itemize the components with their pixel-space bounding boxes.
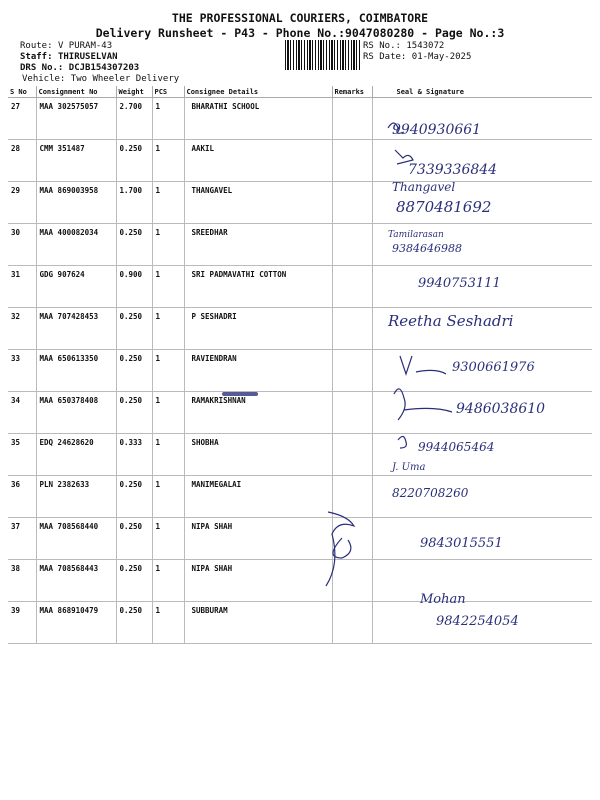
row-consignee: RAMAKRISHNAN — [184, 392, 332, 434]
route-label: Route: — [20, 41, 53, 51]
runsheet-subtitle: Delivery Runsheet - P43 - Phone No.:9047080280 - Page No.:3 — [95, 26, 505, 40]
strike-mark-34 — [222, 392, 258, 396]
signature-36-name: J. Uma — [392, 462, 426, 473]
row-consignee: SHOBHA — [184, 434, 332, 476]
col-header-sno: S No — [8, 86, 36, 98]
row-weight: 1.700 — [116, 182, 152, 224]
row-sno: 35 — [8, 434, 36, 476]
row-consignee: AAKIL — [184, 140, 332, 182]
row-pcs: 1 — [152, 98, 184, 140]
row-consignee: MANIMEGALAI — [184, 476, 332, 518]
rs-no-value: 1543072 — [406, 41, 445, 51]
signature-32: Reetha Seshadri — [388, 312, 514, 330]
row-sno: 37 — [8, 518, 36, 560]
row-consignee: THANGAVEL — [184, 182, 332, 224]
row-pcs: 1 — [152, 182, 184, 224]
row-sno: 30 — [8, 224, 36, 266]
row-pcs: 1 — [152, 602, 184, 644]
row-weight: 0.333 — [116, 434, 152, 476]
row-weight: 0.250 — [116, 392, 152, 434]
signature-36-phone: 8220708260 — [392, 486, 469, 500]
row-pcs: 1 — [152, 518, 184, 560]
row-sno: 38 — [8, 560, 36, 602]
signature-31: 9940753111 — [418, 276, 501, 291]
row-pcs: 1 — [152, 266, 184, 308]
row-consignee: RAVIENDRAN — [184, 350, 332, 392]
row-pcs: 1 — [152, 140, 184, 182]
row-sno: 36 — [8, 476, 36, 518]
row-weight: 0.900 — [116, 266, 152, 308]
rs-date-label: RS Date: — [363, 52, 407, 62]
row-weight: 0.250 — [116, 602, 152, 644]
vehicle-label: Vehicle: — [22, 74, 66, 84]
row-weight: 0.250 — [116, 140, 152, 182]
col-header-consignment: Consignment No — [36, 86, 116, 98]
signature-29-phone: 8870481692 — [396, 198, 492, 216]
col-header-pcs: PCS — [152, 86, 184, 98]
runsheet-title: THE PROFESSIONAL COURIERS, COIMBATORE — [171, 11, 429, 25]
row-consignment: MAA 650613350 — [36, 350, 116, 392]
row-consignment: MAA 869003958 — [36, 182, 116, 224]
row-consignee: NIPA SHAH — [184, 518, 332, 560]
row-consignment: MAA 708568443 — [36, 560, 116, 602]
row-consignee: SRI PADMAVATHI COTTON — [184, 266, 332, 308]
row-consignee: SUBBURAM — [184, 602, 332, 644]
col-header-weight: Weight — [116, 86, 152, 98]
signature-27: 9940930661 — [392, 122, 482, 138]
signature-37-38: 9843015551 — [420, 536, 503, 551]
row-sno: 31 — [8, 266, 36, 308]
signature-30-name: Tamilarasan — [388, 230, 444, 240]
row-consignment: GDG 907624 — [36, 266, 116, 308]
row-weight: 0.250 — [116, 308, 152, 350]
row-pcs: 1 — [152, 434, 184, 476]
scribble-37-38 — [326, 512, 354, 586]
row-pcs: 1 — [152, 476, 184, 518]
row-weight: 0.250 — [116, 224, 152, 266]
row-weight: 0.250 — [116, 350, 152, 392]
row-pcs: 1 — [152, 560, 184, 602]
row-consignee: NIPA SHAH — [184, 560, 332, 602]
row-weight: 0.250 — [116, 476, 152, 518]
row-sno: 39 — [8, 602, 36, 644]
vehicle-value: Two Wheeler Delivery — [70, 74, 180, 84]
row-sno: 32 — [8, 308, 36, 350]
scribble-35 — [398, 436, 406, 448]
signature-28: 7339336844 — [408, 162, 498, 178]
signature-35: 9944065464 — [418, 440, 495, 454]
row-consignee: SREEDHAR — [184, 224, 332, 266]
drs-label: DRS No.: — [20, 63, 64, 73]
row-consignment: CMM 351487 — [36, 140, 116, 182]
row-consignment: MAA 302575057 — [36, 98, 116, 140]
row-sno: 28 — [8, 140, 36, 182]
scribble-28 — [395, 150, 413, 164]
row-consignment: MAA 708568440 — [36, 518, 116, 560]
row-weight: 2.700 — [116, 98, 152, 140]
row-pcs: 1 — [152, 308, 184, 350]
col-header-remarks: Remarks — [332, 86, 372, 98]
signature-39-phone: 9842254054 — [436, 614, 519, 629]
signature-39-name: Mohan — [420, 592, 466, 607]
row-sno: 34 — [8, 392, 36, 434]
row-pcs: 1 — [152, 392, 184, 434]
scribble-34 — [394, 389, 452, 420]
row-consignment: EDQ 24628620 — [36, 434, 116, 476]
drs-value: DCJB154307203 — [68, 63, 140, 73]
col-header-signature: Seal & Signature — [372, 86, 592, 98]
row-pcs: 1 — [152, 350, 184, 392]
row-consignment: MAA 400082034 — [36, 224, 116, 266]
rs-date-value: 01-May-2025 — [411, 52, 472, 62]
staff-label: Staff: — [20, 52, 53, 62]
signature-29-name: Thangavel — [392, 180, 456, 194]
route-value: V PURAM-43 — [57, 41, 113, 51]
signature-30-phone: 9384646988 — [392, 242, 462, 255]
col-header-consignee: Consignee Details — [184, 86, 332, 98]
row-consignment: MAA 650378408 — [36, 392, 116, 434]
row-consignment: MAA 868910479 — [36, 602, 116, 644]
row-pcs: 1 — [152, 224, 184, 266]
row-consignment: PLN 2382633 — [36, 476, 116, 518]
signature-34: 9486038610 — [456, 401, 546, 417]
row-consignment: MAA 707428453 — [36, 308, 116, 350]
row-consignee: BHARATHI SCHOOL — [184, 98, 332, 140]
row-weight: 0.250 — [116, 518, 152, 560]
row-sno: 27 — [8, 98, 36, 140]
scribble-27 — [388, 123, 404, 133]
row-consignee: P SESHADRI — [184, 308, 332, 350]
row-weight: 0.250 — [116, 560, 152, 602]
signature-33: 9300661976 — [452, 360, 535, 375]
row-sno: 29 — [8, 182, 36, 224]
row-sno: 33 — [8, 350, 36, 392]
staff-value: THIRUSELVAN — [57, 52, 118, 62]
scribble-33 — [400, 356, 446, 374]
rs-no-label: RS No.: — [363, 41, 401, 51]
